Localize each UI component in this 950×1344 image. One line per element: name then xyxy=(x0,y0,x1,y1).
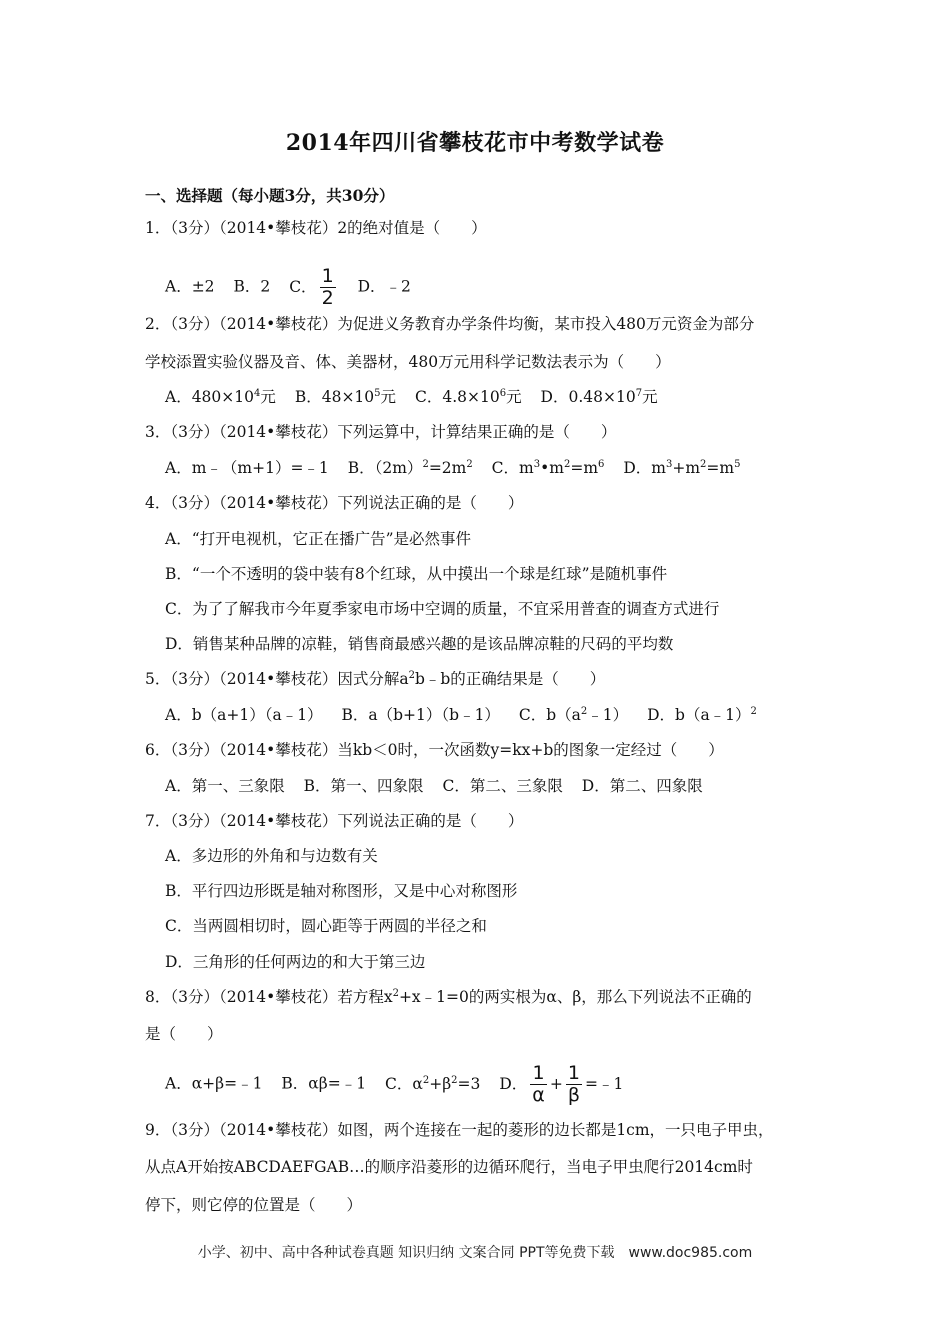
question-2-stem-line-2: 学校添置实验仪器及音、体、美器材，480万元用科学记数法表示为（ ） xyxy=(145,353,671,371)
option-b: B．$48\times 10^5$元 xyxy=(294,388,397,406)
question-2-options xyxy=(165,387,658,407)
option-a: A．±2 xyxy=(165,277,215,296)
option-b: B．第一、四象限 xyxy=(303,777,424,795)
option-b: B．$(2m)^2=2m^2$ xyxy=(347,459,473,477)
question-3-stem: 3．（3分）（2014•攀枝花）下列运算中，计算结果正确的是（ ） xyxy=(145,423,617,441)
option-a: A．b（a+1）（a﹣1） xyxy=(165,706,323,724)
option-d: D．﹣2 xyxy=(357,277,411,296)
question-5-stem: 5．（3分）（2014•攀枝花）因式分解$a^2b﹣b$的正确结果是（ ） xyxy=(145,670,606,688)
question-6-stem: 6．（3分）（2014•攀枝花）当kb＜0时，一次函数y=kx+b的图象一定经过（ ） xyxy=(145,741,724,759)
question-8-stem-line-1: 8．（3分）（2014•攀枝花）若方程$x^2+x﹣1=0$的两实根为α、β，那么下列说法不正确的 xyxy=(145,988,752,1006)
option-a: A．$480\times 10^4$元 xyxy=(165,388,276,406)
question-4-option-b: B．“一个不透明的袋中装有8个红球，从中摸出一个球是红球”是随机事件 xyxy=(165,565,668,583)
option-d: D．第二、四象限 xyxy=(581,777,703,795)
question-4-stem: 4．（3分）（2014•攀枝花）下列说法正确的是（ ） xyxy=(145,494,524,512)
option-c: C． $\frac{1}{2}$ xyxy=(289,265,334,309)
option-a: A．m﹣（m+1）=﹣1 xyxy=(165,459,329,477)
question-1-stem: 1．（3分）（2014•攀枝花）2的绝对值是（ ） xyxy=(145,219,487,237)
question-5-options xyxy=(165,705,757,725)
question-1-options xyxy=(165,266,411,309)
fraction-one-over-beta: $\frac{1}{\beta}$ xyxy=(567,1062,580,1106)
question-7-stem: 7．（3分）（2014•攀枝花）下列说法正确的是（ ） xyxy=(145,812,524,830)
question-4-option-a: A．“打开电视机，它正在播广告”是必然事件 xyxy=(165,530,472,548)
question-2-stem-line-1: 2．（3分）（2014•攀枝花）为促进义务教育办学条件均衡，某市投入480万元资金为部分 xyxy=(145,315,755,333)
option-c: C．$4.8\times 10^6$元 xyxy=(414,388,522,406)
question-9-stem-line-2: 从点A开始按ABCDAEFGAB…的顺序沿菱形的边循环爬行，当电子甲虫爬行2014cm时 xyxy=(145,1158,753,1176)
option-c: C．$\alpha^2+\beta^2=3$ xyxy=(385,1074,481,1093)
option-d: D．b（a﹣1）$^2$ xyxy=(647,706,757,724)
option-a: A．第一、三象限 xyxy=(165,777,285,795)
question-7-option-b: B．平行四边形既是轴对称图形，又是中心对称图形 xyxy=(165,882,518,900)
question-7-option-d: D．三角形的任何两边的和大于第三边 xyxy=(165,953,426,971)
question-8-options xyxy=(165,1063,623,1106)
question-9-stem-line-1: 9．（3分）（2014•攀枝花）如图，两个连接在一起的菱形的边长都是1cm，一只电子甲虫， xyxy=(145,1121,774,1139)
page-footer: 小学、初中、高中各种试卷真题 知识归纳 文案合同 PPT等免费下载 www.doc985.com xyxy=(197,1245,753,1261)
fraction-one-over-alpha: $\frac{1}{\alpha}$ xyxy=(532,1062,545,1106)
option-a: A．α+β=﹣1 xyxy=(165,1074,263,1093)
option-d: D．$m^3+m^2=m^5$ xyxy=(623,459,741,477)
question-6-options xyxy=(165,776,703,796)
question-8-stem-line-2: 是（ ） xyxy=(145,1025,223,1043)
question-4-option-d: D．销售某种品牌的凉鞋，销售商最感兴趣的是该品牌凉鞋的尺码的平均数 xyxy=(165,635,674,653)
question-3-options xyxy=(165,458,740,478)
question-7-option-a: A．多边形的外角和与边数有关 xyxy=(165,847,378,865)
option-b: B．2 xyxy=(233,277,271,296)
page-title: 2014年四川省攀枝花市中考数学试卷 xyxy=(285,130,665,156)
option-d: D． $\frac{1}{\alpha}$ + $\frac{1}{\beta}$ =﹣1 xyxy=(499,1062,624,1106)
option-d: D．$0.48\times 10^7$元 xyxy=(540,388,658,406)
question-4-option-c: C．为了了解我市今年夏季家电市场中空调的质量，不宜采用普查的调查方式进行 xyxy=(165,600,720,618)
section-heading: 一、选择题（每小题3分，共30分） xyxy=(145,186,395,205)
option-c: C．$b(a^2﹣1)$ xyxy=(518,706,629,724)
option-b: B．a（b+1）（b﹣1） xyxy=(341,706,500,724)
question-9-stem-line-3: 停下，则它停的位置是（ ） xyxy=(145,1196,363,1214)
question-7-option-c: C．当两圆相切时，圆心距等于两圆的半径之和 xyxy=(165,917,487,935)
option-c: C．第二、三象限 xyxy=(442,777,563,795)
option-b: B．αβ=﹣1 xyxy=(281,1074,367,1093)
fraction-one-half: $\frac{1}{2}$ xyxy=(321,265,334,309)
option-c: C．$m^3•m^2=m^6$ xyxy=(491,459,605,477)
